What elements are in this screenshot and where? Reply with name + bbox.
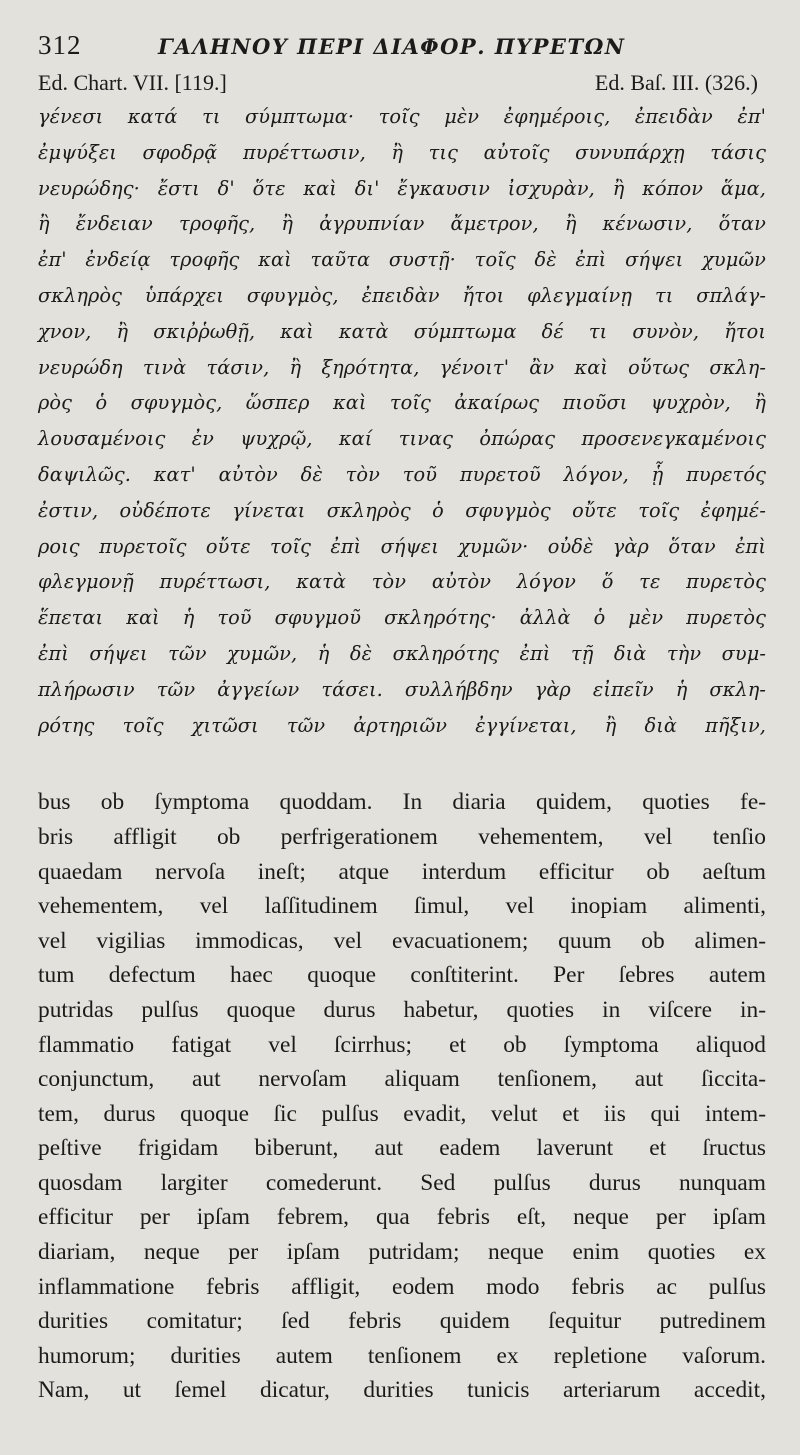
greek-text-line: λουσαμένοις ἐν ψυχρῷ, καί τινας ὀπώρας προσενεγκαμένοις [38, 427, 766, 451]
greek-text-line: ρότης τοῖς χιτῶσι τῶν ἀρτηριῶν ἐγγίνεται, ἢ διὰ πῆξιν, [38, 713, 766, 737]
greek-text-line: νευρώδης· ἔστι δ' ὅτε καὶ δι' ἔγκαυσιν ἰσχυρὰν, ἢ κόπον ἅμα, [38, 176, 766, 200]
latin-text-line: tum defectum haec quoque conſtiterint. Per ſebres autem [38, 962, 766, 989]
latin-text-line: peſtive frigidam biberunt, aut eadem laverunt et ſructus [38, 1135, 766, 1162]
greek-text-line: φλεγμονῇ πυρέττωσι, κατὰ τὸν αὐτὸν λόγον ὅ τε πυρετὸς [38, 570, 766, 594]
running-title: ΓΑΛΗΝΟΥ ΠΕΡΙ ΔΙΑΦΟΡ. ΠΥΡΕΤΩΝ [158, 34, 626, 59]
greek-text-line: ἐμψύξει σφοδρᾷ πυρέττωσιν, ἢ τις αὐτοῖς συνυπάρχῃ τάσις [38, 140, 766, 164]
greek-text-line: ἕπεται καὶ ἡ τοῦ σφυγμοῦ σκληρότης· ἀλλὰ ὁ μὲν πυρετὸς [38, 606, 766, 630]
edition-reference-right: Ed. Baſ. III. (326.) [594, 70, 758, 95]
latin-text-line: Nam, ut ſemel dicatur, durities tunicis arteriarum accedit, [38, 1377, 766, 1404]
latin-text-line: vehementem, vel laſſitudinem ſimul, vel inopiam alimenti, [38, 893, 766, 920]
latin-text-line: diariam, neque per ipſam putridam; neque enim quoties ex [38, 1239, 766, 1266]
latin-text-line: inflammatione febris affligit, eodem modo febris ac pulſus [38, 1273, 766, 1300]
latin-text-line: humorum; durities autem tenſionem ex repletione vaſorum. [38, 1342, 766, 1369]
greek-text-line: νευρώδη τινὰ τάσιν, ἢ ξηρότητα, γένοιτ' ἂν καὶ οὕτως σκλη- [38, 355, 766, 379]
greek-text-block [38, 99, 766, 743]
greek-text-line: ἐπὶ σήψει τῶν χυμῶν, ἡ δὲ σκληρότης ἐπὶ τῇ διὰ τὴν συμ- [38, 641, 766, 665]
edition-reference-line [38, 68, 766, 98]
greek-text-line: ἐστιν, οὐδέποτε γίνεται σκληρὸς ὁ σφυγμὸς οὔτε τοῖς ἐφημέ- [38, 498, 766, 522]
greek-text-line: δαψιλῶς. κατ' αὐτὸν δὲ τὸν τοῦ πυρετοῦ λόγον, ᾗ πυρετός [38, 462, 766, 486]
latin-text-line: bris affligit ob perfrigerationem vehementem, vel tenſio [38, 823, 766, 850]
page-number: 312 [38, 30, 82, 60]
greek-text-line: ἐπ' ἐνδείᾳ τροφῆς καὶ ταῦτα συστῇ· τοῖς δὲ ἐπὶ σήψει χυμῶν [38, 248, 766, 272]
greek-text-line: χνον, ἢ σκιῤῥωθῇ, καὶ κατὰ σύμπτωμα δέ τι συνὸν, ἤτοι [38, 319, 766, 343]
latin-text-line: quosdam largiter comederunt. Sed pulſus durus nunquam [38, 1169, 766, 1196]
latin-text-line: quaedam nervoſa ineſt; atque interdum efficitur ob aeſtum [38, 858, 766, 885]
greek-text-line: ρὸς ὁ σφυγμὸς, ὥσπερ καὶ τοῖς ἀκαίρως πιοῦσι ψυχρὸν, ἢ [38, 391, 766, 415]
greek-text-line: ροις πυρετοῖς οὔτε τοῖς ἐπὶ σήψει χυμῶν· οὐδὲ γὰρ ὅταν ἐπὶ [38, 534, 766, 558]
latin-text-line: tem, durus quoque ſic pulſus evadit, velut et iis qui intem- [38, 1100, 766, 1127]
latin-text-line: flammatio fatigat vel ſcirrhus; et ob ſymptoma aliquod [38, 1031, 766, 1058]
running-head [38, 30, 766, 68]
greek-text-line: ἢ ἔνδειαν τροφῆς, ἢ ἀγρυπνίαν ἄμετρον, ἢ κένωσιν, ὅταν [38, 212, 766, 236]
latin-text-block [38, 785, 766, 1408]
latin-text-line: putridas pulſus quoque durus habetur, quoties in viſcere in- [38, 996, 766, 1023]
greek-text-line: γένεσι κατά τι σύμπτωμα· τοῖς μὲν ἐφημέροις, ἐπειδὰν ἐπ' [38, 105, 766, 128]
latin-text-line: bus ob ſymptoma quoddam. In diaria quidem, quoties fe- [38, 789, 766, 816]
latin-text-line: efficitur per ipſam febrem, qua febris eſt, neque per ipſam [38, 1204, 766, 1231]
latin-text-line: vel vigilias immodicas, vel evacuationem; quum ob alimen- [38, 927, 766, 954]
latin-text-line: conjunctum, aut nervoſam aliquam tenſionem, aut ſiccita- [38, 1066, 766, 1093]
latin-text-line: durities comitatur; ſed febris quidem ſequitur putredinem [38, 1308, 766, 1335]
greek-text-line: σκληρὸς ὑπάρχει σφυγμὸς, ἐπειδὰν ἤτοι φλεγμαίνῃ τι σπλάγ- [38, 283, 766, 307]
edition-reference-left: Ed. Chart. VII. [119.] [38, 70, 227, 95]
greek-text-line: πλήρωσιν τῶν ἀγγείων τάσει. συλλήβδην γὰρ εἰπεῖν ἡ σκλη- [38, 677, 766, 701]
